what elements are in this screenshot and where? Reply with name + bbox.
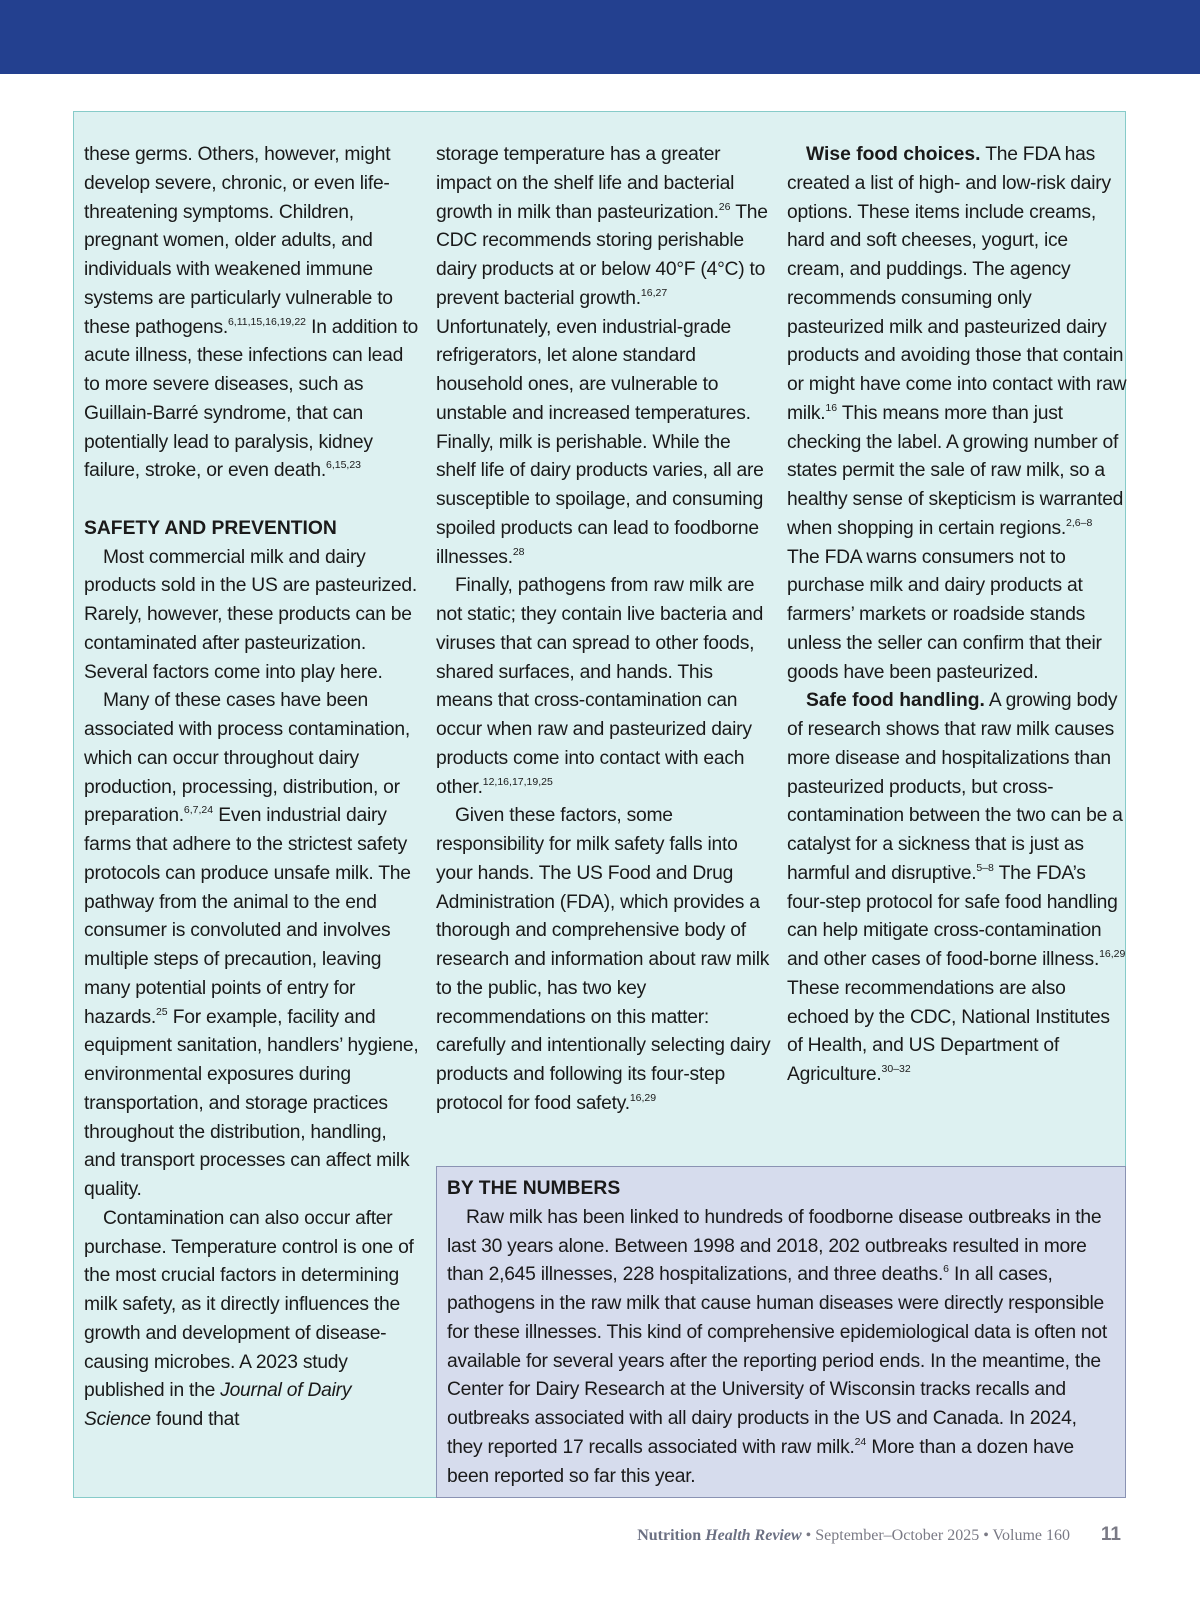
page-number: 11 (1100, 1524, 1121, 1545)
publication-name: Nutrition Health Review (637, 1527, 802, 1544)
paragraph: Most commercial milk and dairy products sold in the US are pasteurized. Rarely, however, these products can be contaminated after pasteurization. Several factors come into play here. (84, 546, 417, 683)
paragraph: these germs. Others, however, might develop severe, chronic, or even life-threatening symptoms. Children, pregnant women, older adults, and individuals with weakened immune systems are particularly vulnerable to these pathogens.$^{6,11,15,16,19,22}$ In addition to acute illness, these infections can lead to more severe diseases, such as Guillain-Barré syndrome, that can potentially lead to paralysis, kidney failure, stroke, or even death.$^{6,15,23}$ (84, 144, 419, 482)
column-3 (787, 141, 1127, 1090)
sidebar-title: BY THE NUMBERS (447, 1178, 621, 1199)
sidebar-text: Raw milk has been linked to hundreds of foodborne disease outbreaks in the last 30 years alone. Between 1998 and 2018, 202 outbreaks resulted in more than 2,645 illnesses, 228 hospitalizations, and three deaths.$^6$ In all cases, pathogens in the raw milk that cause human diseases were directly responsible for these illnesses. This kind of comprehensive epidemiological data is often not available for several years after the reporting period ends. In the meantime, the Center for Dairy Research at the University of Wisconsin tracks recalls and outbreaks associated with all dairy products in the US and Canada. In 2024, they reported 17 recalls associated with raw milk.$^{24}$ More than a dozen have been reported so far this year. (447, 1206, 1107, 1487)
issue-info: • September–October 2025 • Volume 160 (801, 1527, 1070, 1544)
by-the-numbers-sidebar (436, 1166, 1126, 1498)
paragraph: Safe food handling. A growing body of research shows that raw milk causes more disease and hospitalizations than pasteurized products, but cross-contamination between the two can be a catalyst for a sickness that is just as harmful and disruptive.$^{5-8}$ The FDA’s four-step protocol for safe food handling can help mitigate cross-contamination and other cases of food-borne illness.$^{16,29}$ These recommendations are also echoed by the CDC, National Institutes of Health, and US Department of Agriculture.$^{30-32}$ (787, 690, 1126, 1085)
paragraph: Finally, pathogens from raw milk are not static; they contain live bacteria and viruses that can spread to other foods, shared surfaces, and hands. This means that cross-contamination can occur when raw and pasteurized dairy products come into contact with each other.$^{12,16,17,19,25}$ (436, 575, 764, 798)
paragraph: storage temperature has a greater impact on the shelf life and bacterial growth in milk than pasteurization.$^{26}$ The CDC recommends storing perishable dairy products at or below 40°F (4°C) to prevent bacterial growth.$^{16,27}$ Unfortunately, even industrial-grade refrigerators, let alone standard household ones, are vulnerable to unstable and increased temperatures. Finally, milk is perishable. While the shelf life of dairy products varies, all are susceptible to spoilage, and consuming spoiled products can lead to foodborne illnesses.$^{28}$ (436, 144, 768, 568)
header-band (0, 0, 1200, 74)
paragraph: Contamination can also occur after purchase. Temperature control is one of the most crucial factors in determining milk safety, as it directly influences the growth and development of disease-causing microbes. A 2023 study published in the Journal of Dairy Science found that (84, 1207, 414, 1430)
paragraph: Many of these cases have been associated with process contamination, which can occur throughout dairy production, processing, distribution, or preparation.$^{6,7,24}$ Even industrial dairy farms that adhere to the strictest safety protocols can produce unsafe milk. The pathway from the animal to the end consumer is convoluted and involves multiple steps of precaution, leaving many potential points of entry for hazards.$^{25}$ For example, facility and equipment sanitation, handlers’ hygiene, environmental exposures during transportation, and storage practices throughout the distribution, handling, and transport processes can affect milk quality. (84, 690, 419, 1200)
paragraph: Wise food choices. The FDA has created a list of high- and low-risk dairy options. These items include creams, hard and soft cheeses, yogurt, ice cream, and puddings. The agency recommends consuming only pasteurized milk and pasteurized dairy products and avoiding those that contain or might have come into contact with raw milk.$^{16}$ This means more than just checking the label. A growing number of states permit the sale of raw milk, so a healthy sense of skepticism is warranted when shopping in certain regions.$^{2,6-8}$ The FDA warns consumers not to purchase milk and dairy products at farmers’ markets or roadside stands unless the seller can confirm that their goods have been pasteurized. (787, 144, 1127, 683)
section-heading: SAFETY AND PREVENTION (84, 517, 337, 539)
column-2 (436, 141, 772, 1119)
paragraph: Given these factors, some responsibility for milk safety falls into your hands. The US Food and Drug Administration (FDA), which provides a thorough and comprehensive body of research and information about raw milk to the public, has two key recommendations on this matter: carefully and intentionally selecting dairy products and following its four-step protocol for food safety.$^{16,29}$ (436, 805, 771, 1114)
footer-citation (637, 1527, 1070, 1545)
column-1 (84, 141, 420, 1435)
